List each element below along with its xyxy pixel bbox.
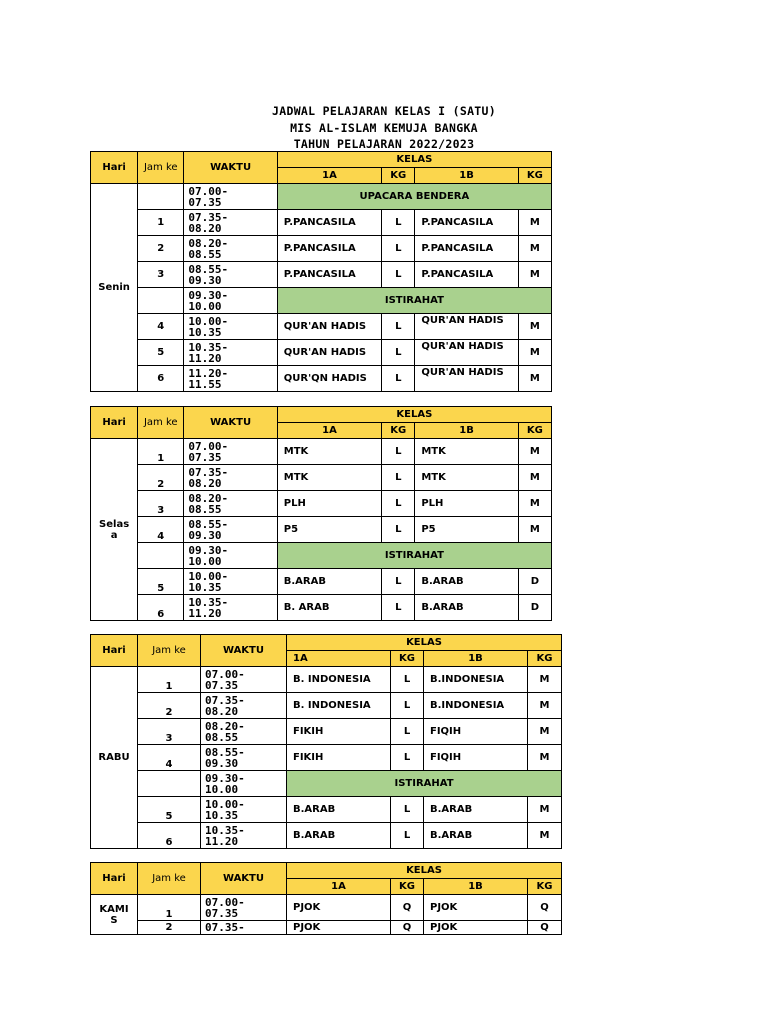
teacher-code-1a: L — [382, 262, 415, 288]
subject-1a: B. INDONESIA — [287, 667, 391, 693]
teacher-code-1a: L — [391, 745, 424, 771]
jam-cell: 6 — [138, 595, 184, 621]
teacher-code-1a: L — [382, 236, 415, 262]
table-row — [91, 465, 552, 491]
subject-1a: B.ARAB — [287, 797, 391, 823]
jam-cell: 2 — [138, 693, 201, 719]
subject-1b: B.ARAB — [415, 569, 518, 595]
subject-1a: PJOK — [287, 921, 391, 935]
teacher-code-1b: D — [518, 569, 551, 595]
header-class-1b: 1B — [415, 168, 518, 184]
jam-cell — [138, 543, 184, 569]
teacher-code-1a: L — [391, 719, 424, 745]
teacher-code-1b: Q — [528, 895, 562, 921]
subject-1b: QUR'AN HADIS — [415, 340, 518, 366]
subject-1b: P.PANCASILA — [415, 210, 518, 236]
table-row — [91, 719, 562, 745]
subject-1a: P.PANCASILA — [277, 262, 381, 288]
teacher-code-1b: M — [528, 693, 562, 719]
teacher-code-1a: L — [382, 517, 415, 543]
teacher-code-1a: Q — [391, 895, 424, 921]
subject-1a: FIKIH — [287, 719, 391, 745]
jam-cell: 1 — [138, 667, 201, 693]
time-cell: 10.35- 11.20 — [184, 340, 277, 366]
table-senin — [90, 151, 552, 392]
subject-1b: FIQIH — [424, 745, 528, 771]
subject-1b: B.INDONESIA — [424, 667, 528, 693]
header-class-1b: 1B — [415, 423, 518, 439]
time-cell: 10.00- 10.35 — [184, 314, 277, 340]
time-cell: 07.00- 07.35 — [184, 439, 277, 465]
subject-1a: B.ARAB — [277, 569, 381, 595]
teacher-code-1b: M — [518, 439, 551, 465]
teacher-code-1b: M — [518, 210, 551, 236]
teacher-code-1b: M — [518, 314, 551, 340]
subject-1b: FIQIH — [424, 719, 528, 745]
table-row — [91, 340, 552, 366]
table-row — [91, 921, 562, 935]
time-cell: 09.30- 10.00 — [184, 288, 277, 314]
teacher-code-1a: L — [382, 210, 415, 236]
header-class-1a: 1A — [277, 168, 381, 184]
subject-1b: P.PANCASILA — [415, 262, 518, 288]
header-kg: KG — [382, 423, 415, 439]
time-cell: 10.35- 11.20 — [184, 595, 277, 621]
teacher-code-1b: M — [528, 719, 562, 745]
header-class-1a: 1A — [287, 651, 391, 667]
header-hari: Hari — [91, 635, 138, 667]
teacher-code-1b: M — [518, 517, 551, 543]
subject-1a: P5 — [277, 517, 381, 543]
time-cell: 08.20- 08.55 — [201, 719, 287, 745]
teacher-code-1b: M — [518, 465, 551, 491]
jam-cell: 3 — [138, 491, 184, 517]
subject-1b: B.INDONESIA — [424, 693, 528, 719]
teacher-code-1b: M — [518, 262, 551, 288]
subject-1b: QUR'AN HADIS — [415, 366, 518, 392]
jam-cell: 3 — [138, 262, 184, 288]
teacher-code-1a: L — [391, 667, 424, 693]
header-kg: KG — [518, 168, 551, 184]
jam-cell — [138, 288, 184, 314]
day-cell-senin: Senin — [91, 184, 138, 392]
time-cell: 10.00- 10.35 — [184, 569, 277, 595]
time-cell: 09.30- 10.00 — [201, 771, 287, 797]
header-waktu: WAKTU — [201, 863, 287, 895]
jam-cell: 6 — [138, 366, 184, 392]
subject-1b: B.ARAB — [424, 823, 528, 849]
subject-1b: PJOK — [424, 895, 528, 921]
time-cell: 07.00- 07.35 — [201, 667, 287, 693]
banner-istirahat: ISTIRAHAT — [277, 288, 551, 314]
jam-cell: 1 — [138, 210, 184, 236]
teacher-code-1a: L — [382, 569, 415, 595]
teacher-code-1b: M — [518, 491, 551, 517]
table-selasa — [90, 406, 552, 621]
jam-cell: 2 — [138, 921, 201, 935]
subject-1a: PLH — [277, 491, 381, 517]
table-row — [91, 543, 552, 569]
teacher-code-1a: L — [391, 797, 424, 823]
subject-1a: B.ARAB — [287, 823, 391, 849]
table-row — [91, 569, 552, 595]
header-kg: KG — [382, 168, 415, 184]
table-row — [91, 667, 562, 693]
table-row — [91, 210, 552, 236]
subject-1b: P5 — [415, 517, 518, 543]
table-row — [91, 745, 562, 771]
jam-cell: 3 — [138, 719, 201, 745]
table-kamis — [90, 862, 562, 935]
header-class-1b: 1B — [424, 879, 528, 895]
teacher-code-1a: L — [382, 340, 415, 366]
banner-upacara-bendera: UPACARA BENDERA — [277, 184, 551, 210]
jam-cell: 5 — [138, 569, 184, 595]
teacher-code-1a: L — [391, 693, 424, 719]
jam-cell: 4 — [138, 314, 184, 340]
time-cell: 08.55- 09.30 — [184, 262, 277, 288]
header-kg: KG — [391, 879, 424, 895]
jam-cell: 2 — [138, 236, 184, 262]
subject-1a: MTK — [277, 465, 381, 491]
teacher-code-1b: M — [518, 366, 551, 392]
table-row — [91, 288, 552, 314]
subject-1a: PJOK — [287, 895, 391, 921]
table-row — [91, 262, 552, 288]
header-kg: KG — [528, 651, 562, 667]
header-kelas: KELAS — [277, 152, 551, 168]
time-cell: 07.35- 08.20 — [201, 693, 287, 719]
header-kg: KG — [518, 423, 551, 439]
jam-cell: 6 — [138, 823, 201, 849]
table-row — [91, 693, 562, 719]
subject-1a: QUR'AN HADIS — [277, 314, 381, 340]
table-row — [91, 366, 552, 392]
subject-1b: PJOK — [424, 921, 528, 935]
jam-cell — [138, 184, 184, 210]
time-cell: 07.35- — [201, 921, 287, 935]
header-waktu: WAKTU — [184, 152, 277, 184]
time-cell: 10.00- 10.35 — [201, 797, 287, 823]
subject-1a: QUR'QN HADIS — [277, 366, 381, 392]
time-cell: 08.20- 08.55 — [184, 491, 277, 517]
header-waktu: WAKTU — [184, 407, 277, 439]
teacher-code-1b: M — [518, 340, 551, 366]
jam-cell — [138, 771, 201, 797]
table-row — [91, 236, 552, 262]
header-class-1a: 1A — [277, 423, 381, 439]
table-row — [91, 491, 552, 517]
table-row — [91, 771, 562, 797]
subject-1a: QUR'AN HADIS — [277, 340, 381, 366]
time-cell: 07.35- 08.20 — [184, 465, 277, 491]
teacher-code-1a: L — [382, 491, 415, 517]
table-row — [91, 595, 552, 621]
table-row — [91, 517, 552, 543]
header-hari: Hari — [91, 863, 138, 895]
time-cell: 11.20- 11.55 — [184, 366, 277, 392]
subject-1a: B. ARAB — [277, 595, 381, 621]
header-jam-ke: Jam ke — [138, 152, 184, 184]
subject-1a: B. INDONESIA — [287, 693, 391, 719]
header-waktu: WAKTU — [201, 635, 287, 667]
subject-1b: B.ARAB — [424, 797, 528, 823]
day-cell-rabu: RABU — [91, 667, 138, 849]
header-jam-ke: Jam ke — [138, 407, 184, 439]
teacher-code-1a: L — [391, 823, 424, 849]
subject-1b: PLH — [415, 491, 518, 517]
header-hari: Hari — [91, 152, 138, 184]
header-class-1b: 1B — [424, 651, 528, 667]
table-row — [91, 797, 562, 823]
day-cell-selasa: Selas a — [91, 439, 138, 621]
jam-cell: 1 — [138, 439, 184, 465]
header-jam-ke: Jam ke — [138, 863, 201, 895]
teacher-code-1a: L — [382, 439, 415, 465]
school-name: MIS AL-ISLAM KEMUJA BANGKA — [290, 121, 478, 135]
teacher-code-1b: M — [528, 797, 562, 823]
subject-1b: MTK — [415, 439, 518, 465]
time-cell: 08.55- 09.30 — [184, 517, 277, 543]
header-jam-ke: Jam ke — [138, 635, 201, 667]
time-cell: 10.35- 11.20 — [201, 823, 287, 849]
table-rabu — [90, 634, 562, 849]
table-row — [91, 895, 562, 921]
subject-1b: MTK — [415, 465, 518, 491]
teacher-code-1b: Q — [528, 921, 562, 935]
banner-istirahat: ISTIRAHAT — [277, 543, 551, 569]
day-cell-kamis: KAMI S — [91, 895, 138, 935]
jam-cell: 4 — [138, 517, 184, 543]
jam-cell: 5 — [138, 797, 201, 823]
subject-1a: MTK — [277, 439, 381, 465]
time-cell: 07.00- 07.35 — [184, 184, 277, 210]
time-cell: 09.30- 10.00 — [184, 543, 277, 569]
header-kelas: KELAS — [287, 635, 562, 651]
teacher-code-1a: L — [382, 366, 415, 392]
academic-year: TAHUN PELAJARAN 2022/2023 — [293, 137, 475, 151]
header-kelas: KELAS — [277, 407, 551, 423]
teacher-code-1b: M — [528, 823, 562, 849]
header-kelas: KELAS — [287, 863, 562, 879]
teacher-code-1b: M — [528, 667, 562, 693]
subject-1b: QUR'AN HADIS — [415, 314, 518, 340]
teacher-code-1a: L — [382, 595, 415, 621]
subject-1b: P.PANCASILA — [415, 236, 518, 262]
header-hari: Hari — [91, 407, 138, 439]
time-cell: 07.00- 07.35 — [201, 895, 287, 921]
subject-1a: P.PANCASILA — [277, 210, 381, 236]
header-kg: KG — [528, 879, 562, 895]
time-cell: 08.20- 08.55 — [184, 236, 277, 262]
teacher-code-1b: M — [528, 745, 562, 771]
teacher-code-1b: D — [518, 595, 551, 621]
jam-cell: 5 — [138, 340, 184, 366]
jam-cell: 4 — [138, 745, 201, 771]
subject-1b: B.ARAB — [415, 595, 518, 621]
table-row — [91, 439, 552, 465]
teacher-code-1b: M — [518, 236, 551, 262]
subject-1a: P.PANCASILA — [277, 236, 381, 262]
header-kg: KG — [391, 651, 424, 667]
table-row — [91, 314, 552, 340]
time-cell: 07.35- 08.20 — [184, 210, 277, 236]
time-cell: 08.55- 09.30 — [201, 745, 287, 771]
banner-istirahat: ISTIRAHAT — [287, 771, 562, 797]
teacher-code-1a: L — [382, 465, 415, 491]
table-row — [91, 184, 552, 210]
schedule-title: JADWAL PELAJARAN KELAS I (SATU) — [272, 104, 496, 118]
header-class-1a: 1A — [287, 879, 391, 895]
table-row — [91, 823, 562, 849]
jam-cell: 1 — [138, 895, 201, 921]
jam-cell: 2 — [138, 465, 184, 491]
subject-1a: FIKIH — [287, 745, 391, 771]
teacher-code-1a: L — [382, 314, 415, 340]
teacher-code-1a: Q — [391, 921, 424, 935]
